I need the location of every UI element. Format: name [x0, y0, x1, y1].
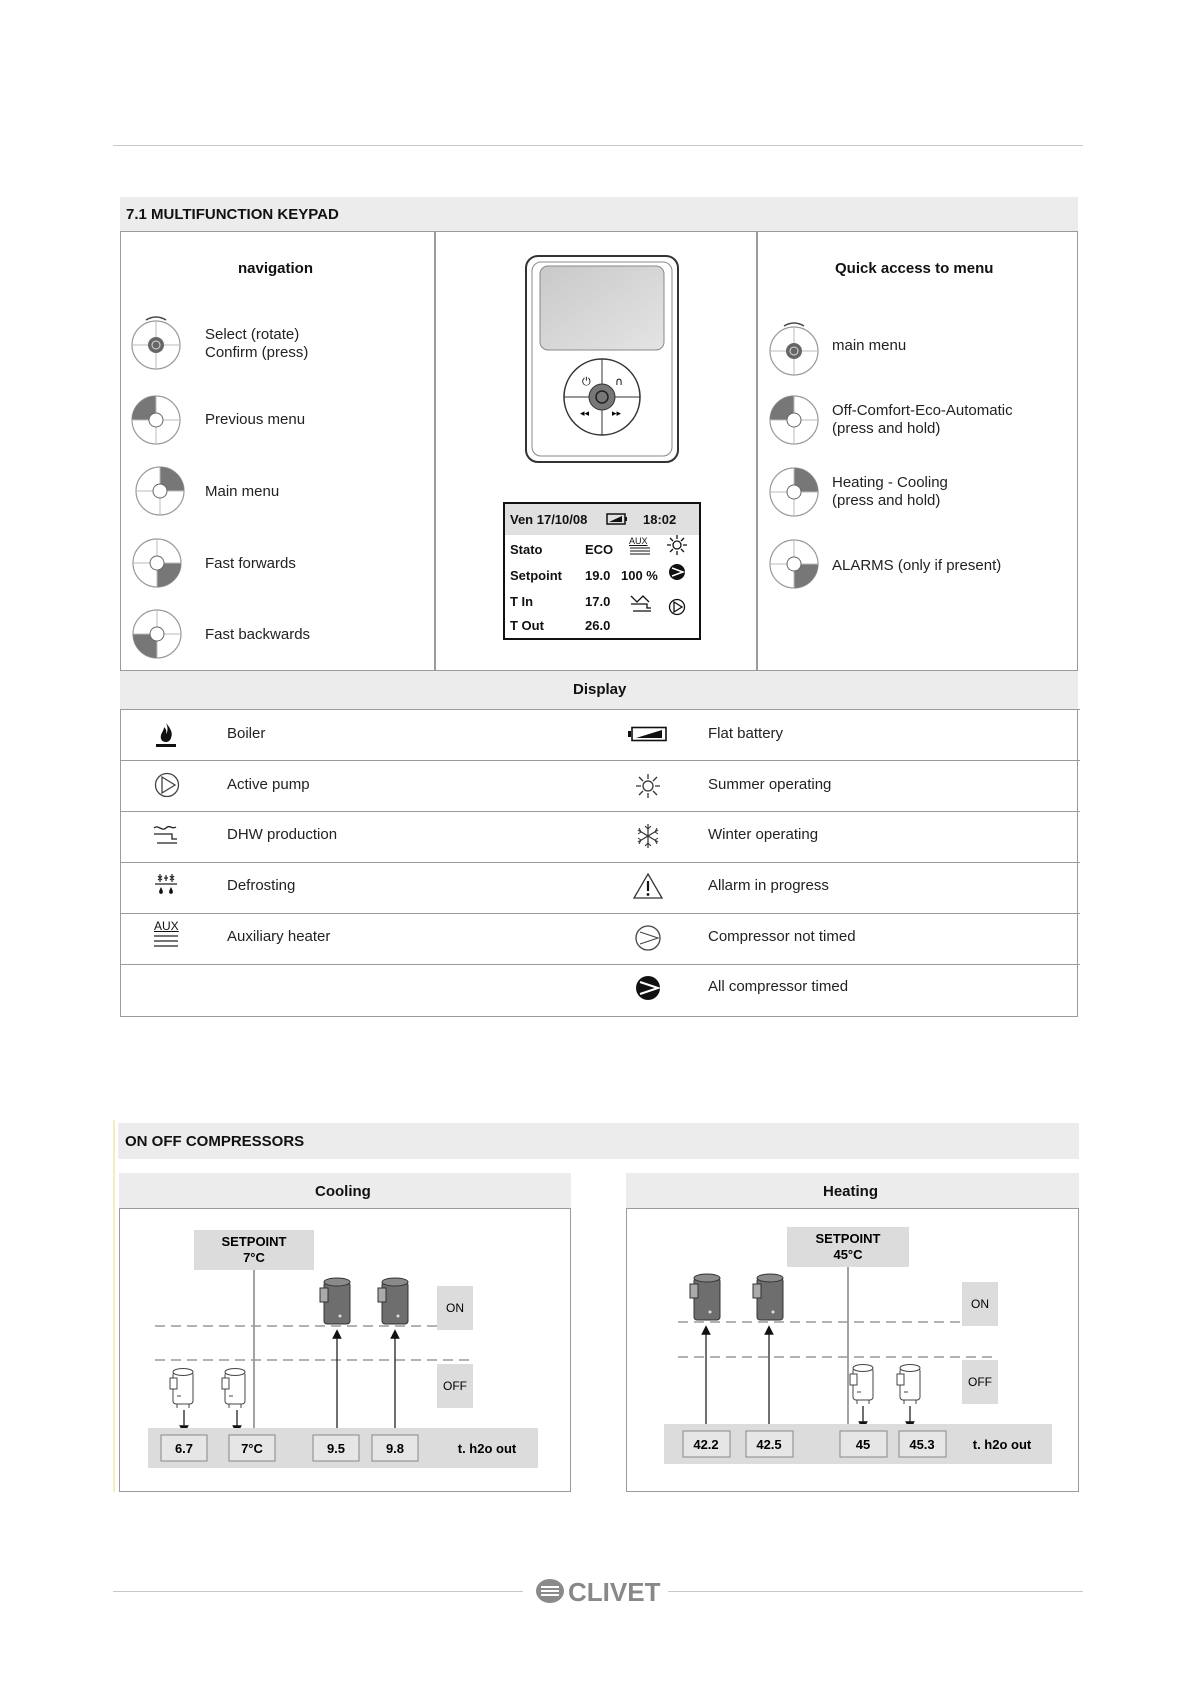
- legend-winter: Winter operating: [708, 826, 819, 843]
- lcd-compressor-timed-icon: [668, 563, 686, 581]
- cooling-compressor-on-1: [320, 1278, 350, 1324]
- lcd-aux-heater-icon: [629, 546, 651, 556]
- cooling-tick-3: 9.5: [326, 1441, 346, 1456]
- svg-text:▸▸: ▸▸: [612, 409, 622, 419]
- fast-backward-icon: [131, 608, 183, 660]
- flat-battery-icon: [628, 726, 668, 742]
- legend-boiler: Boiler: [227, 725, 266, 742]
- heating-setpoint-line1: SETPOINT: [815, 1231, 881, 1246]
- legend-all-compressor-timed: All compressor timed: [708, 978, 849, 995]
- fast-forward-icon: [131, 537, 183, 589]
- legend-summer: Summer operating: [708, 776, 832, 793]
- heating-compressor-off-2: [897, 1365, 920, 1405]
- top-rule: [113, 145, 1083, 146]
- nav-main-label: Main menu: [205, 483, 280, 500]
- cooling-compressor-off-2: [222, 1369, 245, 1409]
- lcd-pump-icon: [668, 598, 686, 616]
- quick-alarms-label: ALARMS (only if present): [832, 557, 1002, 574]
- lcd-tout-label: T Out: [510, 618, 544, 633]
- previous-menu-icon: [130, 394, 182, 446]
- heating-axis-label: t. h2o out: [972, 1437, 1032, 1452]
- lcd-display: [503, 502, 701, 640]
- quick-access-heading: Quick access to menu: [835, 260, 994, 277]
- svg-text:⏻: ⏻: [582, 375, 591, 388]
- main-menu-icon: [134, 465, 186, 517]
- heating-tick-2: 42.5: [756, 1437, 782, 1452]
- dhw-production-icon: [152, 822, 180, 848]
- nav-select-label: Select (rotate) Confirm (press): [205, 326, 309, 361]
- defrosting-icon: [153, 872, 179, 900]
- heating-setpoint-line2: 45°C: [833, 1247, 863, 1262]
- select-knob-icon: [128, 312, 184, 372]
- lcd-time: 18:02: [643, 512, 677, 527]
- lcd-battery-icon: [606, 513, 628, 525]
- compressors-accent-line: [113, 1120, 115, 1492]
- heating-compressor-on-1: [690, 1274, 720, 1320]
- footer-rule-left: [113, 1591, 523, 1592]
- svg-text:∩: ∩: [615, 375, 624, 388]
- cooling-tick-1: 6.7: [174, 1441, 194, 1456]
- legend-flat-battery: Flat battery: [708, 725, 784, 742]
- heating-heading-bar: Heating: [626, 1173, 1079, 1208]
- lcd-dhw-icon: [629, 592, 653, 614]
- lcd-sun-icon: [666, 534, 688, 556]
- keypad-divider-left: [434, 231, 436, 671]
- heating-tick-3: 45: [855, 1437, 871, 1452]
- aux-icon-label: AUX: [154, 919, 179, 933]
- lcd-setpoint-value: 19.0: [585, 568, 611, 583]
- cooling-off-label: OFF: [443, 1379, 467, 1393]
- quick-alarms-icon: [768, 538, 820, 590]
- all-compressor-timed-icon: [634, 974, 662, 1002]
- quick-mode-icon: [768, 394, 820, 446]
- quick-main-menu-icon: [766, 318, 822, 378]
- display-row-6: [120, 964, 1080, 1015]
- keypad-section-title: 7.1 MULTIFUNCTION KEYPAD: [120, 197, 1078, 231]
- quick-mode-label: Off-Comfort-Eco-Automatic (press and hold): [832, 402, 1013, 437]
- keypad-device-illustration: [524, 254, 680, 464]
- heating-compressor-on-2: [753, 1274, 783, 1320]
- nav-forward-label: Fast forwards: [205, 555, 296, 572]
- heating-chart: [628, 1210, 1077, 1490]
- display-heading-bar: Display: [120, 671, 1078, 709]
- active-pump-icon: [154, 772, 180, 798]
- heating-on-label: ON: [971, 1297, 989, 1311]
- heating-compressor-off-1: [850, 1365, 873, 1405]
- compressors-section-title: ON OFF COMPRESSORS: [118, 1123, 1079, 1159]
- heating-tick-1: 42.2: [693, 1437, 719, 1452]
- legend-alarm: Allarm in progress: [708, 877, 829, 894]
- svg-text:◂◂: ◂◂: [580, 409, 590, 419]
- footer-rule-right: [668, 1591, 1083, 1592]
- lcd-tout-value: 26.0: [585, 618, 611, 633]
- nav-previous-label: Previous menu: [205, 411, 306, 428]
- legend-dhw: DHW production: [227, 826, 338, 843]
- winter-operating-icon: [634, 822, 662, 850]
- heating-tick-4: 45.3: [909, 1437, 935, 1452]
- cooling-compressor-on-2: [378, 1278, 408, 1324]
- lcd-tin-value: 17.0: [585, 594, 611, 609]
- auxiliary-heater-icon: [153, 934, 179, 948]
- lcd-percent: 100 %: [621, 568, 658, 583]
- cooling-axis-label: t. h2o out: [457, 1441, 517, 1456]
- lcd-stato-label: Stato: [510, 542, 543, 557]
- navigation-heading: navigation: [238, 260, 314, 277]
- cooling-compressor-off-1: [170, 1369, 193, 1409]
- heating-off-label: OFF: [968, 1375, 992, 1389]
- legend-active-pump: Active pump: [227, 776, 310, 793]
- lcd-setpoint-label: Setpoint: [510, 568, 562, 583]
- compressor-not-timed-icon: [634, 924, 662, 952]
- lcd-aux-label: AUX: [629, 536, 648, 546]
- alarm-icon: [632, 872, 664, 900]
- cooling-setpoint-line1: SETPOINT: [221, 1234, 287, 1249]
- clivet-brand: CLIVET: [568, 1577, 661, 1607]
- nav-backward-label: Fast backwards: [205, 626, 311, 643]
- cooling-tick-4: 9.8: [385, 1441, 405, 1456]
- cooling-tick-2: 7°C: [241, 1441, 263, 1456]
- lcd-stato-value: ECO: [585, 542, 614, 557]
- summer-operating-icon: [634, 772, 662, 800]
- cooling-on-label: ON: [446, 1301, 464, 1315]
- quick-heat-cool-icon: [768, 466, 820, 518]
- quick-heat-cool-label: Heating - Cooling (press and hold): [832, 474, 948, 509]
- quick-main-menu-label: main menu: [832, 337, 907, 354]
- clivet-logo-icon: [534, 1577, 566, 1605]
- lcd-tin-label: T In: [510, 594, 534, 609]
- cooling-heading-bar: Cooling: [119, 1173, 571, 1208]
- legend-defrosting: Defrosting: [227, 877, 296, 894]
- keypad-divider-right: [756, 231, 758, 671]
- cooling-chart: [121, 1210, 569, 1490]
- lcd-date: Ven 17/10/08: [510, 512, 588, 527]
- legend-compressor-not-timed: Compressor not timed: [708, 928, 856, 945]
- boiler-icon: [153, 721, 179, 749]
- cooling-setpoint-line2: 7°C: [243, 1250, 265, 1265]
- legend-aux-heater: Auxiliary heater: [227, 928, 331, 945]
